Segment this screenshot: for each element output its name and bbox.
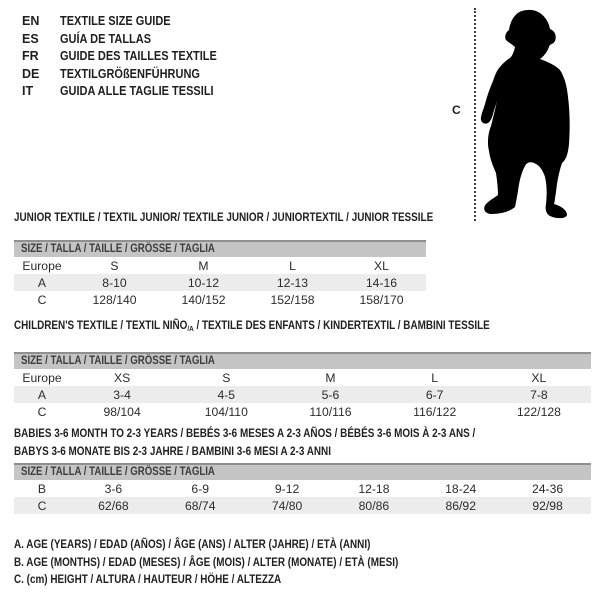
language-list (22, 13, 238, 101)
language-label: TEXTILE SIZE GUIDE (60, 14, 171, 28)
value-cell: 74/80 (271, 498, 303, 513)
section-heading-line (14, 316, 499, 338)
table-row (14, 403, 591, 420)
value-cell: 24-36 (531, 481, 564, 496)
language-code: DE (22, 66, 40, 81)
language-row (22, 66, 238, 84)
babies-size-table (14, 480, 591, 514)
value-cell: 62/68 (98, 498, 129, 513)
row-label-cell: C (37, 498, 47, 513)
table-row (14, 291, 426, 308)
size-header-bar (14, 352, 591, 369)
value-cell: 3-6 (104, 481, 123, 496)
heading-text: / TEXTILE DES ENFANTS / KINDERTEXTIL / BAMBINI TESSILE (193, 318, 490, 332)
value-cell: XL (374, 258, 389, 273)
language-row (22, 31, 238, 49)
value-cell: 6-7 (425, 387, 444, 402)
value-cell: 6-9 (191, 481, 210, 496)
value-cell: 152/158 (270, 292, 315, 307)
height-measure-label: C (452, 103, 461, 117)
value-cell: 3-4 (113, 387, 131, 402)
value-cell: 12-13 (276, 275, 309, 290)
legend-text-b: B. AGE (MONTHS) / EDAD (MESES) / ÂGE (MOIS) / ALTER (MONATE) / ETÀ (MESI) (14, 554, 399, 569)
language-label: GUÍA DE TALLAS (60, 31, 152, 46)
table-row (14, 480, 591, 497)
value-cell: 128/140 (92, 292, 137, 307)
language-label: TEXTILGRÖßENFÜHRUNG (60, 66, 200, 81)
value-cell: 140/152 (181, 292, 226, 307)
section-heading-line (14, 424, 499, 442)
heading-text: BABIES 3-6 MONTH TO 2-3 YEARS / BEBÉS 3-6 MESES A 2-3 AÑOS / BÉBÉS 3-6 MOIS À 2-3 ANS / (14, 426, 476, 440)
section-heading (14, 316, 591, 338)
legend-line (14, 571, 471, 589)
legend-text-a: A. AGE (YEARS) / EDAD (AÑOS) / ÂGE (ANS) / ALTER (JAHRE) / ETÀ (ANNI) (14, 537, 371, 551)
legend-text-c: C. (cm) HEIGHT / ALTURA / HAUTEUR / HÖHE / ALTEZZA (14, 572, 282, 586)
row-label-cell: Europe (22, 370, 62, 385)
value-cell: 12-18 (358, 481, 390, 496)
section-heading (14, 424, 591, 460)
table-row (14, 274, 426, 291)
value-cell: 110/116 (309, 404, 352, 419)
value-cell: 18-24 (445, 481, 477, 496)
section-heading-line (14, 208, 434, 226)
junior-textile-section (14, 208, 434, 308)
row-label-cell: C (37, 292, 47, 307)
row-label-cell: Europe (22, 258, 62, 273)
value-cell: 14-16 (365, 275, 398, 290)
row-label-cell: A (37, 387, 47, 402)
value-cell: M (198, 258, 209, 273)
table-row (14, 369, 591, 386)
childrens-textile-section (14, 316, 591, 420)
value-cell: 10-12 (187, 275, 220, 290)
value-cell: M (325, 370, 336, 385)
language-code: ES (22, 31, 39, 46)
value-cell: L (431, 370, 439, 385)
table-row (14, 257, 426, 274)
heading-text: JUNIOR TEXTILE / TEXTIL JUNIOR/ TEXTILE JUNIOR / JUNIORTEXTIL / JUNIOR TESSILE (14, 210, 434, 224)
value-cell: 98/104 (103, 404, 141, 419)
language-label: GUIDA ALLE TAGLIE TESSILI (60, 84, 214, 99)
legend-line (14, 554, 471, 572)
heading-text: BABYS 3-6 MONATE BIS 2-3 JAHRE / BAMBINI 3-6 MESI A 2-3 ANNI (14, 444, 331, 458)
value-cell: 68/74 (184, 498, 216, 513)
value-cell: 80/86 (358, 498, 390, 513)
language-code: EN (22, 14, 40, 28)
value-cell: 86/92 (445, 498, 476, 513)
section-heading-line (14, 442, 499, 460)
value-cell: 5-6 (321, 387, 340, 402)
size-header-text: SIZE / TALLA / TAILLE / GRÖSSE / TAGLIA (21, 466, 215, 478)
babies-textile-section (14, 424, 591, 514)
size-header-text: SIZE / TALLA / TAILLE / GRÖSSE / TAGLIA (21, 243, 215, 255)
value-cell: 116/122 (413, 404, 457, 419)
legend (14, 536, 471, 589)
language-code: IT (22, 84, 34, 99)
heading-text: CHILDREN'S TEXTILE / TEXTIL NIÑO (14, 318, 188, 332)
heading-subscript: /A (187, 324, 194, 333)
legend-line (14, 536, 471, 554)
language-row (22, 48, 238, 66)
value-cell: S (110, 258, 119, 273)
height-measure-line (474, 8, 476, 221)
value-cell: XS (113, 370, 131, 385)
language-label: GUIDE DES TAILLES TEXTILE (60, 49, 217, 64)
value-cell: L (289, 258, 296, 273)
value-cell: S (222, 370, 231, 385)
value-cell: 7-8 (530, 387, 548, 402)
row-label-cell: A (37, 275, 47, 290)
value-cell: 104/110 (204, 404, 248, 419)
size-header-text: SIZE / TALLA / TAILLE / GRÖSSE / TAGLIA (21, 355, 215, 367)
section-heading (14, 208, 434, 226)
value-cell: 4-5 (217, 387, 236, 402)
childrens-size-table (14, 369, 591, 420)
language-code: FR (22, 49, 39, 64)
row-label-cell: C (37, 404, 47, 419)
row-label-cell: B (37, 481, 47, 496)
value-cell: 122/128 (516, 404, 561, 419)
value-cell: 92/98 (532, 498, 563, 513)
value-cell: XL (531, 370, 547, 385)
table-row (14, 386, 591, 403)
value-cell: 8-10 (102, 275, 127, 290)
junior-size-table (14, 257, 426, 308)
size-header-bar (14, 240, 426, 257)
language-row (22, 83, 238, 101)
baby-silhouette (479, 4, 597, 230)
table-row (14, 497, 591, 514)
value-cell: 158/170 (359, 292, 404, 307)
value-cell: 9-12 (274, 481, 300, 496)
language-row (22, 13, 238, 31)
size-header-bar (14, 463, 591, 480)
